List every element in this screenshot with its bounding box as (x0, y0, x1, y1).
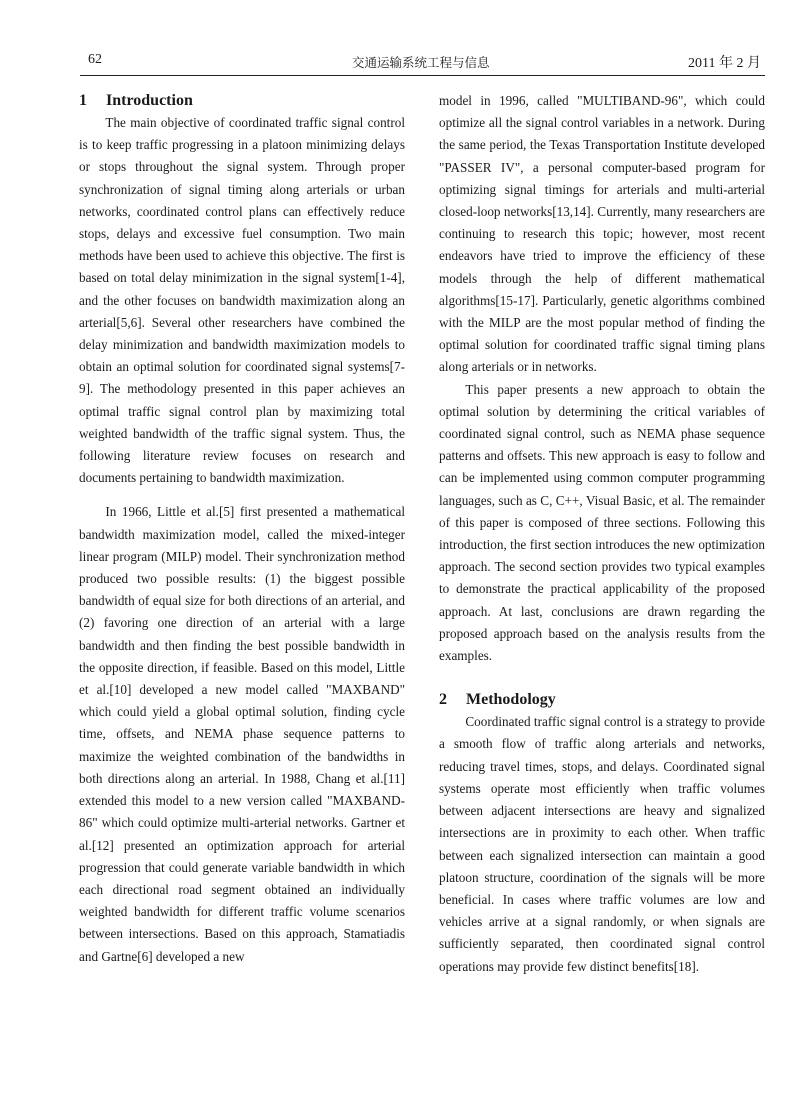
right-column (439, 90, 765, 978)
issue-date: 2011 年 2 月 (688, 56, 761, 71)
paragraph: model in 1996, called "MULTIBAND-96", which could optimize all the signal control variables in a network. During the same period, the Texas Transportation Institute developed "PASSER IV", a personal computer-based program for optimizing signal timings for arterials and multi-arterial closed-loop networks[13,14]. Currently, many researchers are continuing to research this topic; however, most recent endeavors have tried to improve the efficiency of these models through the help of different mathematical algorithms[15-17]. Particularly, genetic algorithms combined with the MILP are the most popular method of finding the optimal solution for coordinated traffic signal timing plans along arterials or in networks. (439, 93, 765, 375)
paragraph: In 1966, Little et al.[5] first presented a mathematical bandwidth maximization model, called the mixed-integer linear program (MILP) model. Their synchronization method produced two possible results: (1) the biggest possible bandwidth of equal size for both directions of an arterial, and (2) favoring one direction of an arterial with a large bandwidth and then finding the best possible bandwidth in the opposite direction, if feasible. Based on this model, Little et al.[10] developed a new model called "MAXBAND" which could yield a global optimal solution, finding cycle time, offsets, and NEMA phase sequence patterns to maximize the weighted combination of the bandwidths in both directions along an arterial. In 1988, Chang et al.[11] extended this model to a new version called "MAXBAND-86" which could optimize multi-arterial networks. Gartner et al.[12] presented an optimization approach for arterial progression that could generate variable bandwidth in which each directional road segment obtained an individually weighted bandwidth for different traffic volume scenarios between intersections. Based on this approach, Stamatiadis and Gartne[6] developed a new (79, 504, 405, 964)
paragraph: The main objective of coordinated traffic signal control is to keep traffic progressing in a platoon minimizing delays or stops throughout the signal system. Through proper synchronization of signal timing along arterials or urban networks, coordinated control plans can effectively reduce stops, delays and excessive fuel consumption. Two main methods have been used to achieve this objective. The first is based on total delay minimization in the signal system[1-4], and the other focuses on bandwidth maximization along an arterial[5,6]. Several other researchers have combined the delay minimization and bandwidth maximization models to obtain an optimal solution for coordinated signal systems[7-9]. The methodology presented in this paper achieves an optimal traffic signal control plan by maximizing total weighted bandwidth of the traffic signal system. Thus, the following literature review focuses on research and documents pertaining to bandwidth maximization. (79, 115, 405, 486)
section-title: Methodology (466, 691, 556, 709)
header-divider (80, 75, 765, 76)
paragraph: This paper presents a new approach to obtain the optimal solution by determining the critical variables of coordinated signal control, such as NEMA phase sequence patterns and offsets. This new approach is easy to follow and can be implemented using common computer programming languages, such as C, C++, Visual Basic, et al. The remainder of this paper is composed of three sections. Following this introduction, the first section introduces the new optimization approach. The second section provides two typical examples to demonstrate the practical applicability of the proposed approach. At last, conclusions are drawn regarding the proposed approach based on the analysis results from the examples. (439, 381, 765, 664)
paragraph: Coordinated traffic signal control is a strategy to provide a smooth flow of traffic along arterials and networks, reducing travel times, stops, and delays. Coordinated signal systems operate most efficiently when traffic volumes between adjacent intersections are heavy and signalized intersections are in proximity to each other. When traffic between each signalized intersection can maintain a good platoon structure, coordination of the signals will be more beneficial. In cases where traffic volumes are low and vehicles arrive at a signal randomly, or when signals are sufficiently separated, then coordinated signal control operations may provide few distinct benefits[18]. (439, 714, 765, 974)
left-column (79, 90, 405, 968)
page-number: 62 (88, 52, 102, 67)
journal-title: 交通运输系统工程与信息 (352, 55, 490, 70)
section-title: Introduction (106, 92, 193, 109)
section-heading-introduction (79, 90, 405, 112)
section-number: 1 (79, 92, 87, 109)
running-header (80, 50, 765, 72)
section-number: 2 (439, 691, 447, 709)
section-heading-methodology (439, 689, 765, 711)
